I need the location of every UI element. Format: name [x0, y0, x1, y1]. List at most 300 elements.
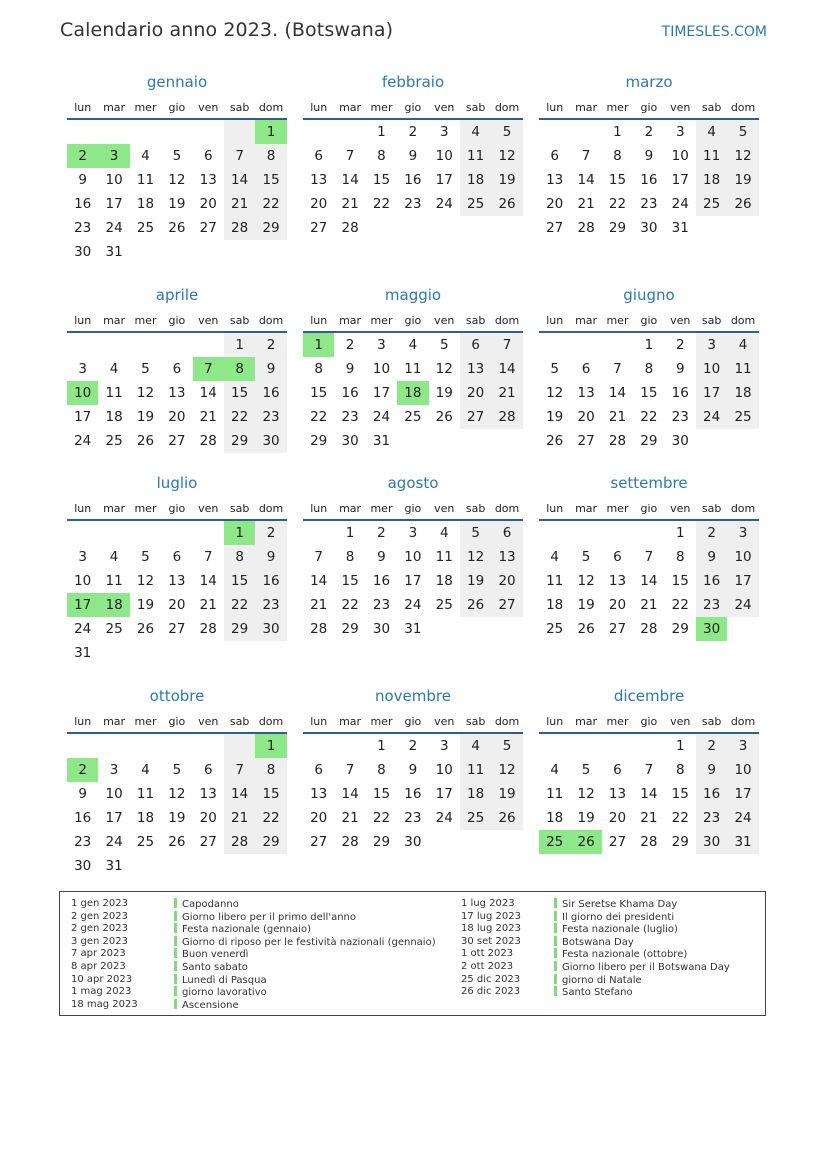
day-cell[interactable]: 10: [105, 786, 123, 802]
day-cell[interactable]: 4: [141, 762, 150, 778]
day-cell[interactable]: 6: [172, 549, 182, 565]
day-cell[interactable]: 30: [255, 429, 286, 453]
day-cell[interactable]: 4: [109, 361, 119, 377]
day-cell[interactable]: 18: [727, 381, 758, 405]
day-cell[interactable]: 4: [460, 120, 491, 144]
day-cell[interactable]: 5: [491, 734, 522, 758]
day-cell[interactable]: 13: [460, 357, 491, 381]
day-cell[interactable]: 20: [310, 810, 328, 826]
day-cell[interactable]: 14: [224, 782, 255, 806]
day-cell[interactable]: 2: [408, 124, 418, 140]
day-cell[interactable]: 9: [696, 758, 727, 782]
day-cell[interactable]: 7: [203, 549, 213, 565]
day-cell[interactable]: 7: [581, 148, 591, 164]
day-cell[interactable]: 9: [255, 545, 286, 569]
day-cell[interactable]: 1: [675, 525, 685, 541]
day-cell[interactable]: 5: [172, 148, 182, 164]
day-cell[interactable]: 9: [644, 148, 654, 164]
day-cell[interactable]: 13: [608, 786, 627, 802]
day-cell[interactable]: 23: [74, 220, 92, 236]
day-cell[interactable]: 7: [314, 549, 323, 565]
day-cell[interactable]: 5: [581, 549, 591, 565]
day-cell[interactable]: 17: [671, 172, 689, 188]
day-cell[interactable]: 11: [105, 385, 123, 401]
day-cell[interactable]: 24: [74, 433, 92, 449]
day-cell[interactable]: 11: [727, 357, 758, 381]
day-cell[interactable]: 2: [696, 521, 727, 545]
day-cell[interactable]: 4: [696, 120, 727, 144]
day-cell[interactable]: 7: [193, 357, 224, 381]
day-cell[interactable]: 23: [341, 409, 359, 425]
day-cell[interactable]: 27: [199, 220, 217, 236]
day-cell[interactable]: 16: [404, 172, 422, 188]
day-cell[interactable]: 14: [199, 573, 217, 589]
brand-link[interactable]: TIMESLES.COM: [661, 24, 767, 40]
day-cell[interactable]: 25: [435, 597, 453, 613]
day-cell[interactable]: 21: [224, 806, 255, 830]
day-cell[interactable]: 3: [439, 124, 449, 140]
day-cell[interactable]: 21: [199, 409, 217, 425]
day-cell[interactable]: 29: [224, 429, 255, 453]
day-cell[interactable]: 19: [435, 385, 453, 401]
day-cell[interactable]: 25: [539, 830, 570, 854]
day-cell[interactable]: 27: [546, 220, 564, 236]
day-cell[interactable]: 27: [608, 621, 627, 637]
day-cell[interactable]: 31: [74, 645, 92, 661]
day-cell[interactable]: 18: [696, 168, 727, 192]
day-cell[interactable]: 17: [404, 573, 422, 589]
day-cell[interactable]: 30: [671, 433, 689, 449]
day-cell[interactable]: 4: [408, 337, 418, 353]
day-cell[interactable]: 26: [136, 433, 155, 449]
day-cell[interactable]: 26: [491, 806, 522, 830]
day-cell[interactable]: 15: [372, 786, 391, 802]
day-cell[interactable]: 13: [491, 545, 522, 569]
day-cell[interactable]: 21: [491, 381, 522, 405]
day-cell[interactable]: 28: [341, 220, 359, 236]
day-cell[interactable]: 7: [224, 758, 255, 782]
day-cell[interactable]: 24: [696, 405, 727, 429]
day-cell[interactable]: 8: [255, 758, 286, 782]
day-cell[interactable]: 25: [460, 192, 491, 216]
day-cell[interactable]: 27: [168, 433, 186, 449]
day-cell[interactable]: 24: [105, 834, 123, 850]
day-cell[interactable]: 17: [67, 593, 98, 617]
day-cell[interactable]: 17: [74, 409, 92, 425]
day-cell[interactable]: 10: [696, 357, 727, 381]
day-cell[interactable]: 2: [675, 337, 685, 353]
day-cell[interactable]: 29: [640, 433, 658, 449]
day-cell[interactable]: 2: [696, 734, 727, 758]
day-cell[interactable]: 18: [460, 782, 491, 806]
day-cell[interactable]: 22: [341, 597, 359, 613]
day-cell[interactable]: 19: [168, 810, 186, 826]
day-cell[interactable]: 7: [224, 144, 255, 168]
day-cell[interactable]: 25: [696, 192, 727, 216]
day-cell[interactable]: 29: [255, 216, 286, 240]
day-cell[interactable]: 13: [577, 385, 595, 401]
day-cell[interactable]: 23: [696, 593, 727, 617]
day-cell[interactable]: 6: [613, 549, 622, 565]
day-cell[interactable]: 27: [168, 621, 186, 637]
day-cell[interactable]: 9: [696, 545, 727, 569]
day-cell[interactable]: 17: [105, 810, 123, 826]
day-cell[interactable]: 27: [491, 593, 522, 617]
day-cell[interactable]: 31: [105, 858, 123, 874]
day-cell[interactable]: 27: [460, 405, 491, 429]
day-cell[interactable]: 6: [491, 521, 522, 545]
day-cell[interactable]: 1: [224, 521, 255, 545]
day-cell[interactable]: 15: [671, 786, 689, 802]
day-cell[interactable]: 5: [581, 762, 591, 778]
day-cell[interactable]: 9: [78, 172, 87, 188]
day-cell[interactable]: 10: [727, 758, 758, 782]
day-cell[interactable]: 2: [345, 337, 355, 353]
day-cell[interactable]: 12: [460, 545, 491, 569]
day-cell[interactable]: 22: [255, 192, 286, 216]
day-cell[interactable]: 17: [727, 569, 758, 593]
day-cell[interactable]: 4: [550, 762, 559, 778]
day-cell[interactable]: 23: [255, 593, 286, 617]
day-cell[interactable]: 23: [74, 834, 92, 850]
day-cell[interactable]: 23: [640, 196, 658, 212]
day-cell[interactable]: 16: [341, 385, 359, 401]
day-cell[interactable]: 10: [404, 549, 422, 565]
day-cell[interactable]: 11: [460, 758, 491, 782]
day-cell[interactable]: 29: [671, 834, 689, 850]
day-cell[interactable]: 4: [439, 525, 449, 541]
day-cell[interactable]: 8: [224, 545, 255, 569]
day-cell[interactable]: 7: [613, 361, 622, 377]
day-cell[interactable]: 13: [199, 172, 217, 188]
day-cell[interactable]: 21: [608, 409, 627, 425]
day-cell[interactable]: 16: [696, 782, 727, 806]
day-cell[interactable]: 20: [310, 196, 328, 212]
day-cell[interactable]: 22: [671, 810, 689, 826]
day-cell[interactable]: 18: [546, 810, 564, 826]
day-cell[interactable]: 1: [377, 124, 386, 140]
day-cell[interactable]: 22: [255, 806, 286, 830]
day-cell[interactable]: 28: [199, 621, 217, 637]
day-cell[interactable]: 30: [640, 220, 658, 236]
day-cell[interactable]: 28: [608, 433, 627, 449]
day-cell[interactable]: 16: [74, 810, 92, 826]
day-cell[interactable]: 30: [696, 830, 727, 854]
day-cell[interactable]: 3: [696, 333, 727, 357]
day-cell[interactable]: 24: [435, 810, 453, 826]
day-cell[interactable]: 25: [105, 621, 123, 637]
day-cell[interactable]: 31: [372, 433, 391, 449]
day-cell[interactable]: 22: [640, 409, 658, 425]
day-cell[interactable]: 11: [546, 786, 564, 802]
day-cell[interactable]: 13: [546, 172, 564, 188]
day-cell[interactable]: 30: [372, 621, 391, 637]
day-cell[interactable]: 8: [675, 549, 685, 565]
day-cell[interactable]: 22: [224, 593, 255, 617]
day-cell[interactable]: 5: [460, 521, 491, 545]
day-cell[interactable]: 9: [78, 786, 87, 802]
day-cell[interactable]: 28: [224, 830, 255, 854]
day-cell[interactable]: 8: [224, 357, 255, 381]
day-cell[interactable]: 2: [644, 124, 654, 140]
day-cell[interactable]: 26: [460, 593, 491, 617]
day-cell[interactable]: 9: [675, 361, 685, 377]
day-cell[interactable]: 27: [608, 834, 627, 850]
day-cell[interactable]: 3: [675, 124, 685, 140]
day-cell[interactable]: 1: [345, 525, 355, 541]
day-cell[interactable]: 30: [404, 834, 422, 850]
day-cell[interactable]: 12: [491, 144, 522, 168]
day-cell[interactable]: 14: [640, 573, 658, 589]
day-cell[interactable]: 28: [341, 834, 359, 850]
day-cell[interactable]: 9: [377, 549, 386, 565]
day-cell[interactable]: 26: [570, 830, 601, 854]
day-cell[interactable]: 24: [404, 597, 422, 613]
day-cell[interactable]: 5: [172, 762, 182, 778]
day-cell[interactable]: 23: [372, 597, 391, 613]
day-cell[interactable]: 21: [341, 810, 359, 826]
day-cell[interactable]: 20: [199, 810, 217, 826]
day-cell[interactable]: 2: [408, 738, 418, 754]
day-cell[interactable]: 23: [696, 806, 727, 830]
day-cell[interactable]: 19: [546, 409, 564, 425]
day-cell[interactable]: 24: [671, 196, 689, 212]
day-cell[interactable]: 26: [435, 409, 453, 425]
day-cell[interactable]: 10: [727, 545, 758, 569]
day-cell[interactable]: 25: [404, 409, 422, 425]
day-cell[interactable]: 19: [491, 782, 522, 806]
day-cell[interactable]: 13: [310, 786, 328, 802]
day-cell[interactable]: 1: [675, 738, 685, 754]
day-cell[interactable]: 5: [141, 361, 150, 377]
day-cell[interactable]: 3: [78, 361, 87, 377]
day-cell[interactable]: 15: [372, 172, 391, 188]
day-cell[interactable]: 3: [408, 525, 418, 541]
day-cell[interactable]: 25: [136, 834, 155, 850]
day-cell[interactable]: 10: [105, 172, 123, 188]
day-cell[interactable]: 18: [105, 409, 123, 425]
day-cell[interactable]: 10: [67, 381, 98, 405]
day-cell[interactable]: 17: [105, 196, 123, 212]
day-cell[interactable]: 15: [224, 569, 255, 593]
day-cell[interactable]: 24: [727, 593, 758, 617]
day-cell[interactable]: 6: [203, 762, 213, 778]
day-cell[interactable]: 1: [255, 120, 286, 144]
day-cell[interactable]: 30: [74, 244, 92, 260]
day-cell[interactable]: 6: [550, 148, 559, 164]
day-cell[interactable]: 21: [224, 192, 255, 216]
day-cell[interactable]: 26: [491, 192, 522, 216]
day-cell[interactable]: 28: [199, 433, 217, 449]
day-cell[interactable]: 2: [255, 521, 286, 545]
day-cell[interactable]: 10: [671, 148, 689, 164]
day-cell[interactable]: 14: [310, 573, 328, 589]
day-cell[interactable]: 5: [727, 120, 758, 144]
day-cell[interactable]: 7: [345, 762, 355, 778]
day-cell[interactable]: 23: [255, 405, 286, 429]
day-cell[interactable]: 16: [696, 569, 727, 593]
day-cell[interactable]: 15: [640, 385, 658, 401]
day-cell[interactable]: 12: [577, 786, 595, 802]
day-cell[interactable]: 25: [727, 405, 758, 429]
day-cell[interactable]: 11: [105, 573, 123, 589]
day-cell[interactable]: 9: [345, 361, 355, 377]
day-cell[interactable]: 17: [435, 172, 453, 188]
day-cell[interactable]: 17: [696, 381, 727, 405]
day-cell[interactable]: 8: [377, 148, 386, 164]
day-cell[interactable]: 3: [377, 337, 386, 353]
day-cell[interactable]: 11: [404, 361, 422, 377]
day-cell[interactable]: 4: [550, 549, 559, 565]
day-cell[interactable]: 1: [255, 734, 286, 758]
day-cell[interactable]: 28: [310, 621, 328, 637]
day-cell[interactable]: 7: [644, 762, 654, 778]
day-cell[interactable]: 19: [727, 168, 758, 192]
day-cell[interactable]: 6: [172, 361, 182, 377]
day-cell[interactable]: 27: [310, 834, 328, 850]
day-cell[interactable]: 18: [397, 381, 428, 405]
day-cell[interactable]: 29: [608, 220, 627, 236]
day-cell[interactable]: 10: [372, 361, 391, 377]
day-cell[interactable]: 6: [314, 762, 323, 778]
day-cell[interactable]: 3: [109, 762, 119, 778]
day-cell[interactable]: 17: [727, 782, 758, 806]
day-cell[interactable]: 19: [136, 597, 155, 613]
day-cell[interactable]: 13: [168, 573, 186, 589]
day-cell[interactable]: 25: [105, 433, 123, 449]
day-cell[interactable]: 10: [435, 762, 453, 778]
day-cell[interactable]: 11: [435, 549, 453, 565]
day-cell[interactable]: 18: [435, 573, 453, 589]
day-cell[interactable]: 26: [136, 621, 155, 637]
day-cell[interactable]: 12: [727, 144, 758, 168]
day-cell[interactable]: 24: [74, 621, 92, 637]
day-cell[interactable]: 3: [98, 144, 129, 168]
day-cell[interactable]: 10: [74, 573, 92, 589]
day-cell[interactable]: 6: [460, 333, 491, 357]
day-cell[interactable]: 4: [727, 333, 758, 357]
day-cell[interactable]: 3: [727, 521, 758, 545]
day-cell[interactable]: 14: [640, 786, 658, 802]
day-cell[interactable]: 17: [435, 786, 453, 802]
day-cell[interactable]: 20: [168, 409, 186, 425]
day-cell[interactable]: 24: [372, 409, 391, 425]
day-cell[interactable]: 2: [255, 333, 286, 357]
day-cell[interactable]: 28: [224, 216, 255, 240]
day-cell[interactable]: 9: [408, 762, 418, 778]
day-cell[interactable]: 11: [546, 573, 564, 589]
day-cell[interactable]: 20: [608, 810, 627, 826]
day-cell[interactable]: 19: [577, 810, 595, 826]
day-cell[interactable]: 12: [546, 385, 564, 401]
day-cell[interactable]: 7: [644, 549, 654, 565]
day-cell[interactable]: 10: [435, 148, 453, 164]
day-cell[interactable]: 28: [577, 220, 595, 236]
day-cell[interactable]: 6: [203, 148, 213, 164]
day-cell[interactable]: 2: [67, 144, 98, 168]
day-cell[interactable]: 26: [727, 192, 758, 216]
day-cell[interactable]: 20: [168, 597, 186, 613]
day-cell[interactable]: 23: [404, 196, 422, 212]
day-cell[interactable]: 14: [199, 385, 217, 401]
day-cell[interactable]: 29: [341, 621, 359, 637]
day-cell[interactable]: 12: [168, 786, 186, 802]
day-cell[interactable]: 15: [255, 782, 286, 806]
day-cell[interactable]: 9: [255, 357, 286, 381]
day-cell[interactable]: 4: [141, 148, 150, 164]
day-cell[interactable]: 22: [671, 597, 689, 613]
day-cell[interactable]: 25: [460, 806, 491, 830]
day-cell[interactable]: 7: [491, 333, 522, 357]
day-cell[interactable]: 20: [199, 196, 217, 212]
day-cell[interactable]: 22: [310, 409, 328, 425]
day-cell[interactable]: 18: [136, 196, 155, 212]
day-cell[interactable]: 8: [644, 361, 654, 377]
day-cell[interactable]: 21: [640, 597, 658, 613]
day-cell[interactable]: 30: [255, 617, 286, 641]
day-cell[interactable]: 22: [224, 405, 255, 429]
day-cell[interactable]: 15: [608, 172, 627, 188]
day-cell[interactable]: 2: [377, 525, 386, 541]
day-cell[interactable]: 29: [224, 617, 255, 641]
day-cell[interactable]: 28: [640, 621, 658, 637]
day-cell[interactable]: 6: [613, 762, 622, 778]
day-cell[interactable]: 8: [345, 549, 355, 565]
day-cell[interactable]: 24: [435, 196, 453, 212]
day-cell[interactable]: 6: [314, 148, 323, 164]
day-cell[interactable]: 11: [460, 144, 491, 168]
day-cell[interactable]: 1: [644, 337, 654, 353]
day-cell[interactable]: 27: [199, 834, 217, 850]
day-cell[interactable]: 16: [671, 385, 689, 401]
day-cell[interactable]: 8: [314, 361, 323, 377]
day-cell[interactable]: 8: [377, 762, 386, 778]
day-cell[interactable]: 19: [491, 168, 522, 192]
day-cell[interactable]: 18: [546, 597, 564, 613]
day-cell[interactable]: 20: [608, 597, 627, 613]
day-cell[interactable]: 14: [341, 172, 359, 188]
day-cell[interactable]: 31: [727, 830, 758, 854]
day-cell[interactable]: 6: [581, 361, 591, 377]
day-cell[interactable]: 31: [404, 621, 422, 637]
day-cell[interactable]: 16: [74, 196, 92, 212]
day-cell[interactable]: 14: [608, 385, 627, 401]
day-cell[interactable]: 21: [640, 810, 658, 826]
day-cell[interactable]: 5: [439, 337, 449, 353]
day-cell[interactable]: 26: [168, 220, 186, 236]
day-cell[interactable]: 27: [310, 220, 328, 236]
day-cell[interactable]: 30: [696, 617, 727, 641]
day-cell[interactable]: 12: [136, 573, 155, 589]
day-cell[interactable]: 14: [224, 168, 255, 192]
day-cell[interactable]: 27: [577, 433, 595, 449]
day-cell[interactable]: 12: [491, 758, 522, 782]
day-cell[interactable]: 11: [136, 172, 155, 188]
day-cell[interactable]: 3: [439, 738, 449, 754]
day-cell[interactable]: 7: [345, 148, 355, 164]
day-cell[interactable]: 25: [136, 220, 155, 236]
day-cell[interactable]: 15: [255, 168, 286, 192]
day-cell[interactable]: 13: [608, 573, 627, 589]
day-cell[interactable]: 19: [168, 196, 186, 212]
day-cell[interactable]: 18: [460, 168, 491, 192]
day-cell[interactable]: 20: [491, 569, 522, 593]
day-cell[interactable]: 8: [255, 144, 286, 168]
day-cell[interactable]: 23: [404, 810, 422, 826]
day-cell[interactable]: 22: [608, 196, 627, 212]
day-cell[interactable]: 15: [341, 573, 359, 589]
day-cell[interactable]: 15: [310, 385, 328, 401]
